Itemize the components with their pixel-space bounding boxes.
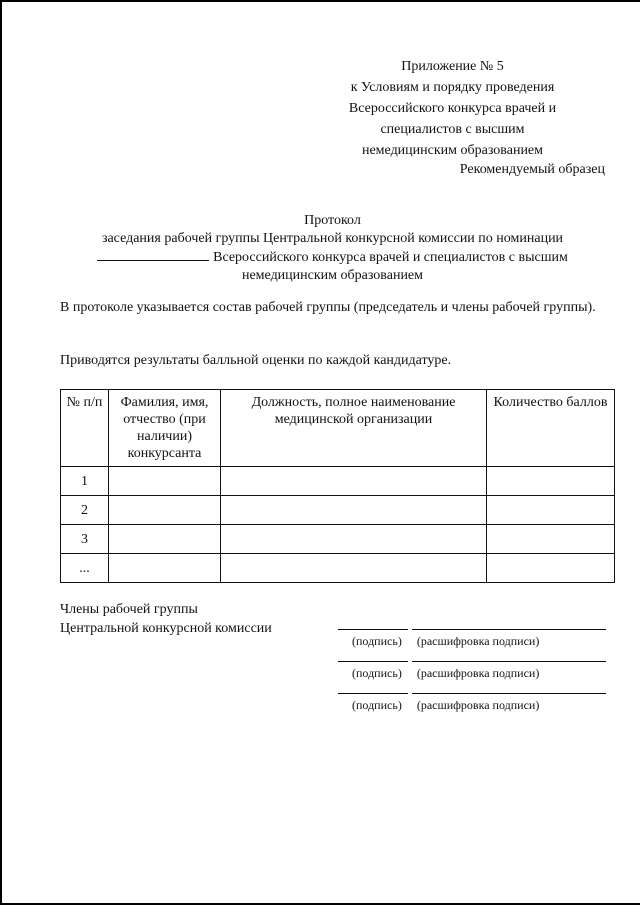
nomination-blank-field: [97, 248, 209, 261]
header-position: Должность, полное наименование медицинской организации: [221, 390, 487, 467]
signature-rule: [338, 661, 408, 662]
header-number: № п/п: [61, 390, 109, 467]
paragraph-results: Приводятся результаты балльной оценки по каждой кандидатуре.: [60, 353, 452, 368]
recommended-sample-label: Рекомендуемый образец: [459, 162, 605, 177]
appendix-line: Всероссийского конкурса врачей и: [348, 101, 557, 116]
decode-label: (расшифровка подписи): [416, 698, 540, 712]
cell-position: [221, 467, 487, 496]
header-full-name: Фамилия, имя, отчество (при наличии) конкурсанта: [109, 390, 221, 467]
decode-label: (расшифровка подписи): [416, 634, 540, 648]
cell-number: 3: [61, 525, 109, 554]
cell-score: [487, 554, 615, 583]
signature-label: (подпись): [352, 666, 402, 680]
appendix-line: специалистов с высшим: [380, 122, 525, 137]
header-score: Количество баллов: [487, 390, 615, 467]
signature-label: (подпись): [352, 634, 402, 648]
table-row: [61, 496, 615, 525]
members-label: [60, 600, 272, 638]
decode-label: (расшифровка подписи): [416, 666, 540, 680]
signature-label: (подпись): [352, 698, 402, 712]
appendix-line: немедицинским образованием: [361, 143, 544, 158]
cell-number: ...: [61, 554, 109, 583]
protocol-title-block: [60, 212, 605, 285]
protocol-contest-name: Всероссийского конкурса врачей и специалистов с высшим: [213, 250, 568, 265]
members-line: Центральной конкурсной комиссии: [60, 621, 272, 636]
cell-score: [487, 525, 615, 554]
protocol-nomination-line: [60, 248, 605, 267]
cell-number: 2: [61, 496, 109, 525]
members-line: Члены рабочей группы: [60, 602, 198, 617]
cell-score: [487, 467, 615, 496]
cell-position: [221, 554, 487, 583]
decode-rule: [412, 661, 606, 662]
signature-rule: [338, 629, 408, 630]
cell-score: [487, 496, 615, 525]
cell-position: [221, 496, 487, 525]
appendix-header: [300, 56, 605, 161]
appendix-line: к Условиям и порядку проведения: [350, 80, 555, 95]
table-header-row: [61, 390, 615, 467]
decode-rule: [412, 693, 606, 694]
scan-edge-left: [0, 0, 2, 905]
cell-full-name: [109, 554, 221, 583]
scan-edge-top: [0, 0, 640, 2]
protocol-education-line: немедицинским образованием: [241, 268, 424, 283]
table-row: [61, 467, 615, 496]
appendix-line: Приложение № 5: [401, 59, 504, 74]
results-table: [60, 389, 615, 583]
paragraph-composition: В протоколе указывается состав рабочей группы (председатель и члены рабочей группы).: [60, 300, 596, 315]
decode-rule: [412, 629, 606, 630]
protocol-subtitle: заседания рабочей группы Центральной конкурсной комиссии по номинации: [101, 231, 564, 246]
cell-full-name: [109, 467, 221, 496]
table-row: [61, 525, 615, 554]
signature-rule: [338, 693, 408, 694]
table-row: [61, 554, 615, 583]
cell-full-name: [109, 525, 221, 554]
cell-position: [221, 525, 487, 554]
cell-full-name: [109, 496, 221, 525]
cell-number: 1: [61, 467, 109, 496]
protocol-title: Протокол: [304, 213, 361, 228]
